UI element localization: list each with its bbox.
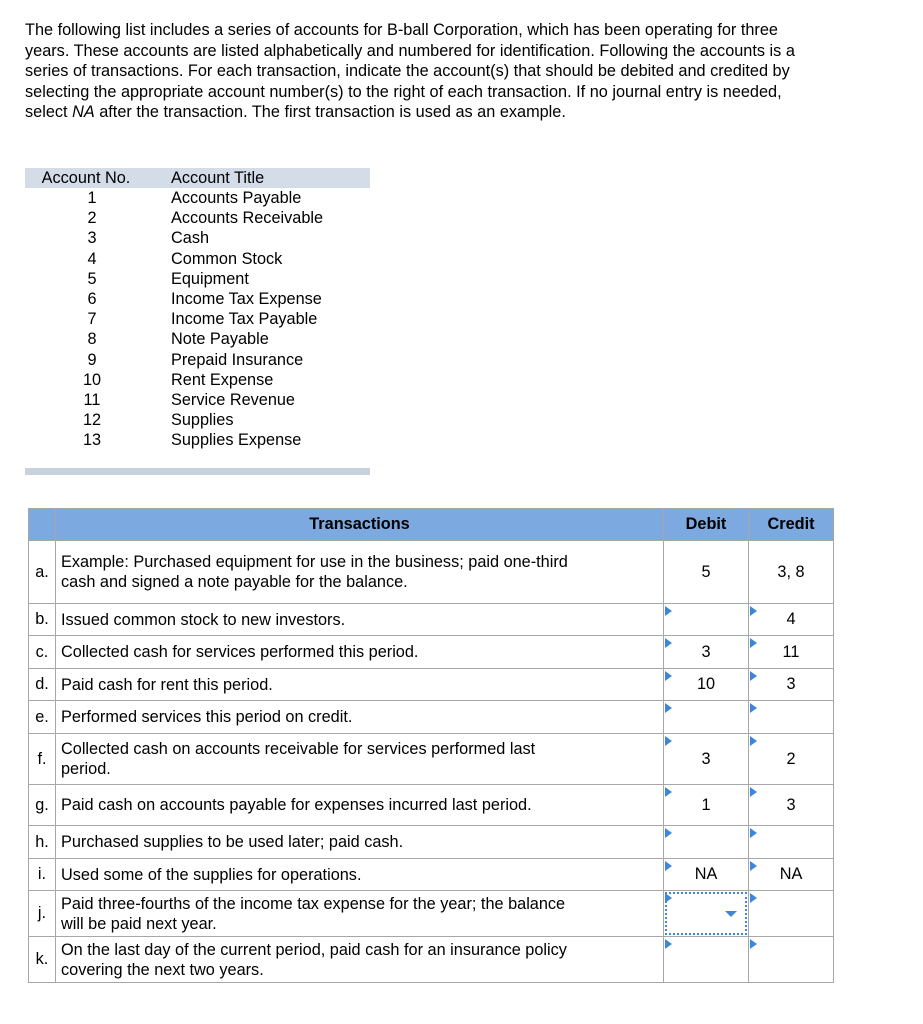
debit-answer-cell[interactable] [664, 636, 749, 669]
account-row [25, 289, 370, 309]
account-title: Common Stock [171, 249, 283, 268]
credit-value: 2 [786, 749, 796, 768]
credit-value: 4 [786, 610, 796, 628]
transaction-description [56, 785, 664, 826]
credit-value: 3 [786, 795, 796, 814]
instructions-line: The following list includes a series of accounts for B-ball Corporation, which has been operating for three [25, 21, 778, 39]
account-title: Income Tax Expense [171, 289, 322, 308]
description-line: Used some of the supplies for operations. [61, 865, 362, 884]
transaction-row [29, 636, 834, 669]
transaction-label: a. [29, 541, 56, 604]
account-title: Note Payable [171, 330, 269, 349]
transaction-description [56, 669, 664, 701]
account-number: 8 [87, 330, 97, 349]
account-number: 13 [82, 431, 102, 450]
account-row [25, 329, 370, 349]
credit-answer-cell[interactable] [749, 891, 834, 937]
account-title: Cash [171, 229, 210, 248]
answer-marker-icon [750, 893, 757, 903]
account-list-header [25, 168, 370, 188]
account-title: Rent Expense [171, 370, 274, 389]
transaction-row [29, 604, 834, 636]
debit-answer-cell[interactable] [664, 785, 749, 826]
credit-answer-cell[interactable] [749, 937, 834, 983]
header-account-no: Account No. [41, 169, 131, 187]
account-number: 6 [87, 289, 97, 308]
answer-marker-icon [665, 606, 672, 616]
transaction-row [29, 937, 834, 983]
description-line: Collected cash for services performed this period. [61, 643, 419, 661]
transaction-description [56, 636, 664, 669]
transaction-label: f. [29, 734, 56, 785]
description-line: will be paid next year. [61, 914, 217, 933]
transaction-label: g. [29, 785, 56, 826]
account-number: 7 [87, 310, 97, 329]
answer-marker-icon [665, 638, 672, 648]
account-row [25, 249, 370, 269]
description-line: Issued common stock to new investors. [61, 610, 346, 629]
debit-answer-cell[interactable] [664, 891, 749, 937]
account-title: Supplies Expense [171, 431, 302, 450]
transaction-description [56, 604, 664, 636]
account-title: Accounts Payable [171, 189, 302, 207]
credit-value: 11 [782, 642, 800, 661]
account-row [25, 228, 370, 248]
account-row [25, 370, 370, 390]
header-credit: Credit [749, 509, 834, 541]
answer-marker-icon [750, 828, 757, 838]
credit-answer-cell[interactable] [749, 734, 834, 785]
account-row [25, 350, 370, 370]
credit-value: 3 [786, 675, 796, 693]
instructions-line [25, 102, 905, 123]
transaction-label: j. [29, 891, 56, 937]
instructions-text: after the transaction. The first transaction is used as an example. [94, 103, 566, 121]
answer-marker-icon [750, 861, 757, 871]
answer-marker-icon [750, 736, 757, 746]
answer-marker-icon [750, 939, 757, 949]
account-row [25, 188, 370, 208]
account-number: 12 [82, 411, 102, 430]
instructions-text: select [25, 103, 73, 121]
transaction-label: k. [29, 937, 56, 983]
answer-marker-icon [665, 828, 672, 838]
debit-value: NA [694, 865, 718, 883]
debit-value: 3 [701, 642, 711, 661]
transaction-row [29, 701, 834, 734]
transaction-description [56, 734, 664, 785]
answer-marker-icon [665, 939, 672, 949]
account-number: 5 [87, 269, 97, 288]
description-line: Collected cash on accounts receivable for services performed last [61, 740, 536, 758]
account-list-footer-bar [25, 468, 370, 475]
transaction-label: e. [29, 701, 56, 734]
credit-answer-cell[interactable] [749, 669, 834, 701]
answer-marker-icon [750, 703, 757, 713]
debit-value: 1 [701, 795, 711, 814]
debit-answer-cell[interactable] [664, 701, 749, 734]
account-title: Service Revenue [171, 390, 295, 409]
account-title: Supplies [171, 411, 234, 430]
answer-marker-icon [665, 787, 672, 797]
credit-answer-cell [749, 541, 834, 604]
debit-value: 3 [701, 749, 711, 768]
transaction-row [29, 859, 834, 891]
account-row [25, 390, 370, 410]
account-row [25, 208, 370, 228]
transaction-label: b. [29, 604, 56, 636]
na-italic: NA [72, 103, 95, 121]
answer-marker-icon [665, 736, 672, 746]
debit-answer-cell [664, 541, 749, 604]
account-row [25, 410, 370, 430]
transaction-row [29, 541, 834, 604]
transaction-description [56, 859, 664, 891]
header-label-cell [29, 509, 56, 541]
header-debit: Debit [664, 509, 749, 541]
account-number: 10 [82, 370, 102, 389]
debit-value: 5 [701, 562, 711, 581]
instructions-line: years. These accounts are listed alphabetically and numbered for identification. Following the accounts is a [25, 41, 795, 60]
transaction-row [29, 826, 834, 859]
credit-answer-cell[interactable] [749, 604, 834, 636]
answer-marker-icon [665, 861, 672, 871]
transaction-label: d. [29, 669, 56, 701]
description-line: Purchased supplies to be used later; paid cash. [61, 833, 404, 851]
debit-answer-cell[interactable] [664, 669, 749, 701]
debit-answer-cell[interactable] [664, 859, 749, 891]
description-line: Paid cash for rent this period. [61, 675, 273, 694]
description-line: Example: Purchased equipment for use in the business; paid one-third [61, 553, 568, 571]
debit-answer-cell[interactable] [664, 937, 749, 983]
transaction-description [56, 937, 664, 983]
credit-answer-cell[interactable] [749, 785, 834, 826]
answer-marker-icon [665, 703, 672, 713]
transactions-header-row [29, 509, 834, 541]
account-title: Accounts Receivable [171, 209, 324, 228]
transaction-row [29, 785, 834, 826]
debit-answer-cell[interactable] [664, 826, 749, 859]
transaction-row [29, 669, 834, 701]
account-number: 9 [87, 350, 97, 369]
answer-marker-icon [750, 638, 757, 648]
account-row [25, 309, 370, 329]
instructions-line: series of transactions. For each transaction, indicate the account(s) that should be debited and credited by [25, 62, 790, 80]
debit-answer-cell[interactable] [664, 604, 749, 636]
description-line: cash and signed a note payable for the balance. [61, 573, 408, 591]
instructions-line: selecting the appropriate account number(s) to the right of each transaction. If no journal entry is needed, [25, 82, 782, 101]
answer-marker-icon [750, 787, 757, 797]
description-line: On the last day of the current period, paid cash for an insurance policy [61, 940, 567, 959]
account-list [25, 168, 370, 475]
account-title: Equipment [171, 269, 249, 288]
credit-value: NA [779, 865, 803, 883]
transaction-description [56, 701, 664, 734]
answer-marker-icon [750, 671, 757, 681]
description-line: covering the next two years. [61, 960, 264, 979]
answer-marker-icon [665, 671, 672, 681]
header-transactions: Transactions [56, 509, 664, 541]
account-row [25, 430, 370, 450]
account-title: Income Tax Payable [171, 310, 318, 329]
transaction-description [56, 541, 664, 604]
account-number: 1 [87, 189, 97, 207]
transaction-label: i. [29, 859, 56, 891]
credit-answer-cell[interactable] [749, 636, 834, 669]
transactions-table [28, 508, 834, 983]
chevron-down-icon[interactable] [725, 911, 737, 917]
description-line: Paid three-fourths of the income tax expense for the year; the balance [61, 894, 566, 913]
account-row [25, 269, 370, 289]
description-line: Performed services this period on credit. [61, 708, 353, 726]
debit-answer-cell[interactable] [664, 734, 749, 785]
account-number: 11 [83, 390, 101, 409]
account-number: 2 [87, 209, 97, 228]
credit-value: 3, 8 [777, 562, 805, 581]
credit-answer-cell[interactable] [749, 701, 834, 734]
transaction-label: c. [29, 636, 56, 669]
account-number: 4 [87, 249, 97, 268]
debit-account-select[interactable] [665, 892, 747, 935]
instructions [25, 20, 905, 123]
account-title: Prepaid Insurance [171, 350, 304, 369]
transaction-row [29, 891, 834, 937]
debit-value: 10 [696, 675, 716, 693]
answer-marker-icon [750, 606, 757, 616]
description-line: period. [61, 760, 111, 778]
transaction-description [56, 826, 664, 859]
transaction-label: h. [29, 826, 56, 859]
transaction-description [56, 891, 664, 937]
account-number: 3 [87, 229, 97, 248]
description-line: Paid cash on accounts payable for expenses incurred last period. [61, 796, 532, 814]
transaction-row [29, 734, 834, 785]
header-account-title: Account Title [171, 169, 265, 187]
credit-answer-cell[interactable] [749, 859, 834, 891]
credit-answer-cell[interactable] [749, 826, 834, 859]
